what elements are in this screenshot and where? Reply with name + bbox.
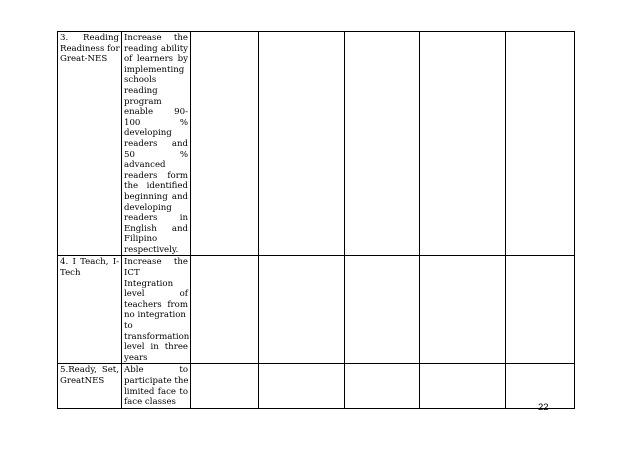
objective-line: level of bbox=[124, 289, 188, 300]
objective-line: Filipino bbox=[124, 234, 158, 245]
empty-cell bbox=[345, 256, 420, 364]
empty-cell bbox=[506, 32, 575, 256]
empty-cell bbox=[191, 364, 259, 408]
objective-line: readers form bbox=[124, 170, 188, 181]
objective-line: reading bbox=[124, 85, 158, 96]
objective-line: readers in bbox=[124, 213, 188, 224]
program-cell bbox=[58, 364, 122, 408]
objective-line: respectively. bbox=[124, 244, 179, 255]
program-line: 5.Ready, Set, bbox=[60, 365, 119, 376]
objective-line: ICT bbox=[124, 268, 140, 279]
objective-line: beginning and bbox=[124, 191, 188, 202]
table-row bbox=[58, 32, 575, 256]
objective-cell bbox=[122, 364, 191, 408]
table-row bbox=[58, 256, 575, 364]
empty-cell bbox=[259, 32, 345, 256]
empty-cell bbox=[191, 32, 259, 256]
empty-cell bbox=[259, 256, 345, 364]
objective-line: enable 90- bbox=[124, 107, 188, 118]
empty-cell bbox=[420, 364, 506, 408]
program-line: GreatNES bbox=[60, 376, 105, 386]
objective-line: reading ability bbox=[124, 43, 188, 54]
empty-cell bbox=[345, 364, 420, 408]
objective-line: 50 % bbox=[124, 149, 188, 160]
empty-cell bbox=[420, 32, 506, 256]
program-cell bbox=[58, 32, 122, 256]
objective-line: Increase the bbox=[124, 33, 188, 43]
objective-line: developing bbox=[124, 128, 172, 139]
objective-line: years bbox=[124, 352, 148, 363]
empty-cell bbox=[345, 32, 420, 256]
objective-cell bbox=[122, 32, 191, 256]
objective-line: transformation bbox=[124, 331, 190, 342]
empty-cell bbox=[259, 364, 345, 408]
objective-line: no integration bbox=[124, 310, 186, 321]
objective-line: English and bbox=[124, 223, 188, 234]
objective-line: Increase the bbox=[124, 257, 188, 268]
action-plan-table bbox=[57, 31, 575, 409]
objective-line: readers and bbox=[124, 138, 188, 149]
empty-cell bbox=[506, 256, 575, 364]
objective-line: of learners by bbox=[124, 54, 188, 65]
empty-cell bbox=[420, 256, 506, 364]
objective-line: Able to bbox=[124, 365, 188, 376]
objective-line: teachers from bbox=[124, 299, 188, 310]
objective-line: developing bbox=[124, 202, 172, 213]
objective-line: level in three bbox=[124, 342, 188, 353]
objective-line: limited face to bbox=[124, 386, 188, 397]
program-line: Readiness for bbox=[60, 43, 120, 54]
objective-line: face classes bbox=[124, 397, 176, 408]
objective-line: the identified bbox=[124, 181, 188, 192]
empty-cell bbox=[191, 256, 259, 364]
page-number: 22 bbox=[538, 402, 549, 413]
program-line: Great-NES bbox=[60, 54, 108, 65]
objective-line: Integration bbox=[124, 278, 174, 289]
objective-line: schools bbox=[124, 75, 157, 86]
objective-line: implementing bbox=[124, 64, 185, 75]
objective-line: advanced bbox=[124, 160, 166, 171]
objective-line: program bbox=[124, 96, 162, 107]
program-line: Tech bbox=[60, 268, 81, 279]
table-row bbox=[58, 364, 575, 408]
objective-line: 100 % bbox=[124, 117, 188, 128]
objective-line: to bbox=[124, 321, 133, 332]
objective-cell bbox=[122, 256, 191, 364]
objective-line: participate the bbox=[124, 376, 189, 386]
program-line: 4. I Teach, I- bbox=[60, 257, 119, 268]
program-line: 3. Reading bbox=[60, 33, 119, 43]
program-cell bbox=[58, 256, 122, 364]
